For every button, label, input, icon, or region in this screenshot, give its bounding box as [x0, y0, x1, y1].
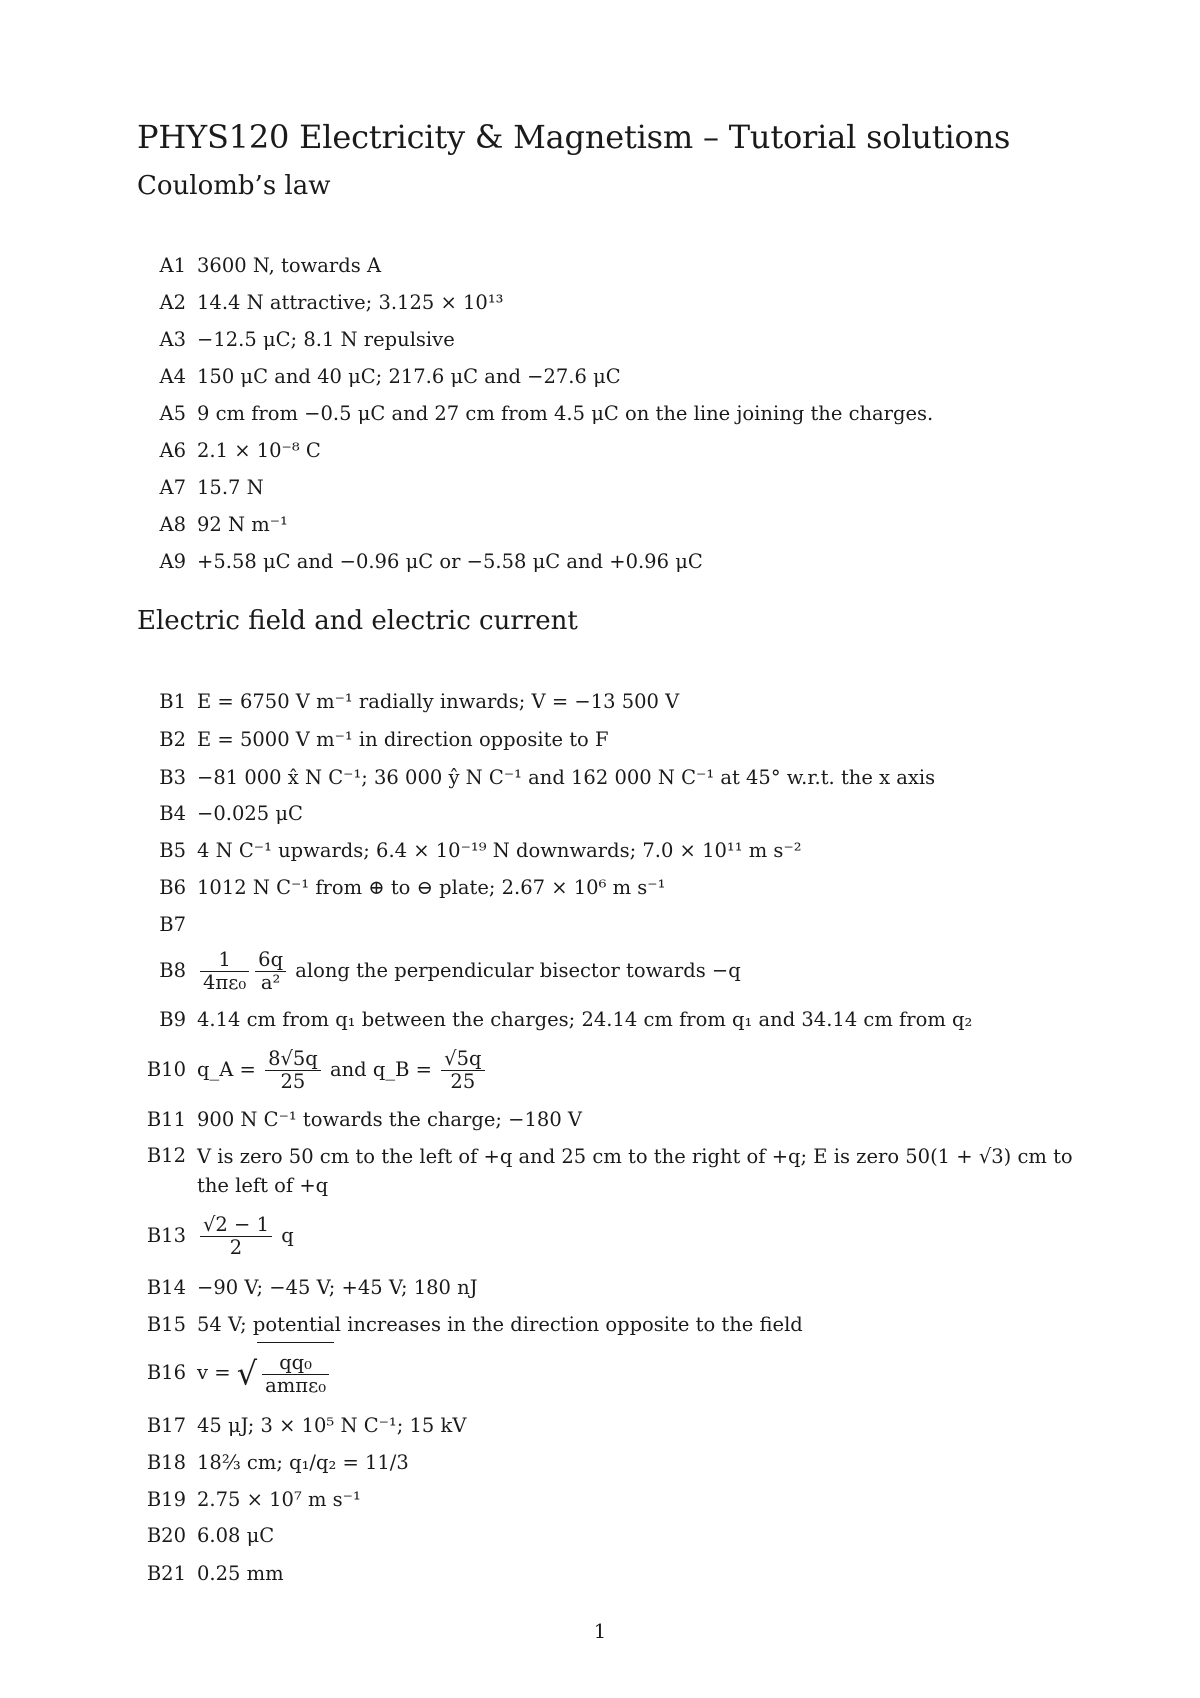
- answer-row: [0, 1142, 1200, 1204]
- fraction: [441, 1048, 484, 1094]
- fraction-denominator: 25: [280, 1070, 306, 1093]
- answer-label: A4: [159, 365, 186, 388]
- answer-label: B3: [159, 766, 186, 789]
- answer-row: [0, 363, 1200, 391]
- answer-text: −81 000 x̂ N C⁻¹; 36 000 ŷ N C⁻¹ and 162 000 N C⁻¹ at 45° w.r.t. the x axis: [197, 766, 936, 789]
- answer-text: 2.1 × 10⁻⁸ C: [197, 439, 321, 462]
- answer-text: 900 N C⁻¹ towards the charge; −180 V: [197, 1108, 583, 1131]
- answer-label: A2: [159, 291, 186, 314]
- answer-row: [0, 837, 1200, 865]
- answer-row: [0, 1206, 1200, 1266]
- fraction-denominator: 4πε₀: [203, 971, 247, 994]
- answer-text: 1012 N C⁻¹ from ⊕ to ⊖ plate; 2.67 × 10⁶ m s⁻¹: [197, 876, 666, 899]
- section-heading-field: Electric field and electric current: [137, 606, 578, 636]
- answer-text: V is zero 50 cm to the left of +q and 25 cm to the right of +q; E is zero 50(1 + √3) cm to the left of +q: [197, 1145, 1073, 1197]
- fraction: [255, 949, 286, 995]
- formula-middle: and q_B =: [330, 1058, 432, 1081]
- answer-text: along the perpendicular bisector towards −q: [295, 959, 741, 982]
- answer-label: A8: [159, 513, 186, 536]
- answer-label: B6: [159, 876, 186, 899]
- answer-text: 15.7 N: [197, 476, 264, 499]
- answer-text: 150 μC and 40 μC; 217.6 μC and −27.6 μC: [197, 365, 621, 388]
- answer-text: −90 V; −45 V; +45 V; 180 nJ: [197, 1276, 478, 1299]
- formula-prefix: v =: [197, 1361, 231, 1384]
- answer-text: q: [281, 1224, 294, 1247]
- answer-row: [0, 1449, 1200, 1477]
- answer-row: [0, 437, 1200, 465]
- answer-row: [0, 1106, 1200, 1134]
- answer-label: B2: [159, 728, 186, 751]
- answer-label: B12: [146, 1144, 186, 1167]
- answer-label: B9: [159, 1008, 186, 1031]
- answer-row: [0, 911, 1200, 939]
- fraction-numerator: 6q: [255, 949, 286, 972]
- answer-row: [0, 1560, 1200, 1588]
- answer-row: [0, 474, 1200, 502]
- answer-label: B7: [159, 913, 186, 936]
- fraction-numerator: 8√5q: [265, 1048, 321, 1071]
- answer-row: [0, 326, 1200, 354]
- answer-label: B18: [146, 1451, 186, 1474]
- answer-row: [0, 1006, 1200, 1034]
- answer-text: 6.08 μC: [197, 1524, 275, 1547]
- answer-label: B14: [146, 1276, 186, 1299]
- answer-text: 0.25 mm: [197, 1562, 284, 1585]
- answer-label: B4: [159, 802, 186, 825]
- answer-row: [0, 252, 1200, 280]
- answer-formula: [197, 1040, 488, 1100]
- formula-prefix: q_A =: [197, 1058, 256, 1081]
- answer-text: 45 μJ; 3 × 10⁵ N C⁻¹; 15 kV: [197, 1414, 467, 1437]
- answer-row: [0, 1412, 1200, 1440]
- fraction: [200, 1214, 272, 1260]
- answer-row: [0, 688, 1200, 716]
- answer-text: 2.75 × 10⁷ m s⁻¹: [197, 1488, 361, 1511]
- answer-formula: [197, 1206, 294, 1266]
- answer-row: [0, 764, 1200, 792]
- answer-label: A1: [159, 254, 186, 277]
- fraction: [200, 949, 249, 995]
- answer-label: B21: [146, 1562, 186, 1585]
- answer-row: [0, 943, 1200, 999]
- section-heading-coulomb: Coulomb’s law: [137, 171, 331, 201]
- answer-label: B16: [146, 1361, 186, 1384]
- answer-text: E = 5000 V m⁻¹ in direction opposite to F: [197, 728, 609, 751]
- document-title: PHYS120 Electricity & Magnetism – Tutorial solutions: [137, 118, 1011, 156]
- answer-text: 54 V; potential increases in the direction opposite to the field: [197, 1313, 803, 1336]
- answer-text: 92 N m⁻¹: [197, 513, 288, 536]
- answer-row: [0, 1522, 1200, 1550]
- answer-label: B5: [159, 839, 186, 862]
- answer-text: 4 N C⁻¹ upwards; 6.4 × 10⁻¹⁹ N downwards; 7.0 × 10¹¹ m s⁻²: [197, 839, 802, 862]
- fraction-denominator: amπε₀: [265, 1374, 327, 1397]
- answer-row: [0, 400, 1200, 428]
- answer-formula: [197, 943, 741, 999]
- answer-row: [0, 1040, 1200, 1100]
- answer-label: A9: [159, 550, 186, 573]
- answer-label: B17: [146, 1414, 186, 1437]
- answer-row: [0, 511, 1200, 539]
- answer-row: [0, 1342, 1200, 1404]
- answer-text: −12.5 μC; 8.1 N repulsive: [197, 328, 455, 351]
- square-root: √ $\frac{\text{qq₀}}{\text{amπε₀}}$: [237, 1342, 334, 1405]
- answer-row: [0, 800, 1200, 828]
- page-number: 1: [593, 1620, 607, 1643]
- answer-text: E = 6750 V m⁻¹ radially inwards; V = −13 500 V: [197, 690, 680, 713]
- fraction-numerator: qq₀: [262, 1352, 329, 1375]
- answer-label: B20: [146, 1524, 186, 1547]
- answer-label: B11: [146, 1108, 186, 1131]
- answer-label: A5: [159, 402, 186, 425]
- answer-label: B13: [146, 1224, 186, 1247]
- fraction-numerator: 1: [200, 949, 249, 972]
- answer-label: B19: [146, 1488, 186, 1511]
- answer-text: −0.025 μC: [197, 802, 303, 825]
- answer-text: 3600 N, towards A: [197, 254, 382, 277]
- answer-row: [0, 726, 1200, 754]
- answer-text: 9 cm from −0.5 μC and 27 cm from 4.5 μC on the line joining the charges.: [197, 402, 934, 425]
- answer-label: B8: [159, 959, 186, 982]
- answer-row: [0, 874, 1200, 902]
- answer-text: 14.4 N attractive; 3.125 × 10¹³: [197, 291, 504, 314]
- answer-formula: [197, 1342, 334, 1405]
- answer-label: B15: [146, 1313, 186, 1336]
- answer-text: 18⅔ cm; q₁/q₂ = 11/3: [197, 1451, 409, 1474]
- fraction-denominator: 2: [229, 1236, 243, 1259]
- fraction-numerator: √5q: [441, 1048, 484, 1071]
- answer-label: B1: [159, 690, 186, 713]
- fraction: [265, 1048, 321, 1094]
- answer-label: A3: [159, 328, 186, 351]
- answer-row: [0, 1274, 1200, 1302]
- answer-text: 4.14 cm from q₁ between the charges; 24.14 cm from q₁ and 34.14 cm from q₂: [197, 1008, 973, 1031]
- answer-label: B10: [146, 1058, 186, 1081]
- answer-text: +5.58 μC and −0.96 μC or −5.58 μC and +0.96 μC: [197, 550, 703, 573]
- answer-row: [0, 1486, 1200, 1514]
- fraction: [262, 1352, 329, 1398]
- answer-row: [0, 548, 1200, 576]
- answer-row: [0, 289, 1200, 317]
- answer-label: A6: [159, 439, 186, 462]
- answer-row: [0, 1311, 1200, 1339]
- fraction-denominator: 25: [450, 1070, 476, 1093]
- fraction-denominator: a²: [260, 971, 281, 994]
- answer-label: A7: [159, 476, 186, 499]
- fraction-numerator: √2 − 1: [200, 1214, 272, 1237]
